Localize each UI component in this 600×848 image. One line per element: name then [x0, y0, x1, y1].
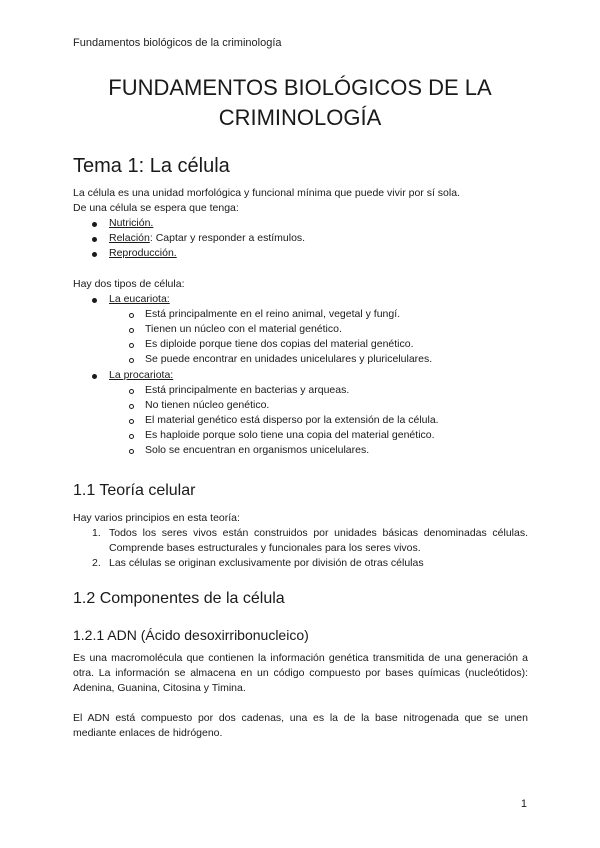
bullet-dot: [92, 374, 97, 379]
page-number: 1: [520, 798, 527, 810]
procariota-item: Solo se encuentran en organismos unicelulares.: [145, 444, 370, 456]
eucariota-item: Se puede encontrar en unidades unicelulares y pluricelulares.: [145, 353, 433, 365]
bullet-circle: [129, 404, 134, 409]
adn-paragraph-2: El ADN está compuesto por dos cadenas, una es la de la base nitrogenada que se unen mediante enlaces de hidrógeno.: [73, 712, 528, 739]
types-intro: Hay dos tipos de célula:: [73, 278, 185, 290]
eucariota-item: Tienen un núcleo con el material genético.: [145, 323, 342, 335]
eucariota-item: Es diploide porque tiene dos copias del material genético.: [145, 338, 414, 350]
eucariota-item: Está principalmente en el reino animal, vegetal y fungí.: [145, 308, 401, 320]
componentes-heading: 1.2 Componentes de la célula: [73, 590, 285, 607]
principle-text: Todos los seres vivos están construidos por unidades básicas denominadas células. Comprende bases estructurales y funcionales para los seres vivos.: [109, 527, 528, 554]
need-label: Nutrición.: [109, 217, 154, 229]
bullet-circle: [129, 328, 134, 333]
adn-heading: 1.2.1 ADN (Ácido desoxirribonucleico): [73, 627, 309, 643]
need-item: [109, 231, 305, 246]
bullet-circle: [129, 434, 134, 439]
need-item: [109, 216, 153, 231]
running-header: Fundamentos biológicos de la criminología: [73, 37, 282, 49]
need-item: [109, 246, 177, 261]
teoria-heading: 1.1 Teoría celular: [73, 482, 196, 499]
bullet-circle: [129, 389, 134, 394]
document-title-line2: CRIMINOLOGÍA: [218, 105, 382, 130]
principle-text: Las células se originan exclusivamente por división de otras células: [109, 557, 424, 569]
document-title-line1: FUNDAMENTOS BIOLÓGICOS DE LA: [108, 75, 492, 100]
bullet-circle: [129, 313, 134, 318]
need-rest: : Captar y responder a estímulos.: [149, 232, 306, 244]
procariota-item: Es haploide porque solo tiene una copia del material genético.: [145, 429, 435, 441]
principle-number: 2.: [92, 557, 101, 569]
bullet-circle: [129, 358, 134, 363]
eucariota-label: La eucariota:: [109, 293, 170, 305]
bullet-dot: [92, 222, 97, 227]
need-label: Reproducción.: [109, 247, 177, 259]
procariota-label: La procariota:: [109, 369, 174, 381]
bullet-dot: [92, 252, 97, 257]
bullet-circle: [129, 343, 134, 348]
teoria-intro: Hay varios principios en esta teoría:: [73, 512, 240, 524]
bullet-circle: [129, 449, 134, 454]
bullet-circle: [129, 419, 134, 424]
procariota-item: El material genético está disperso por la extensión de la célula.: [145, 414, 439, 426]
procariota-item: No tienen núcleo genético.: [145, 399, 270, 411]
adn-paragraph-1: Es una macromolécula que contienen la información genética transmitida de una generación a otra. La información se almacena en un código compuesto por bases químicas (nucleótidos): Adenina, Guanina, Citosina y Timina.: [73, 652, 528, 694]
need-label: Relación: [109, 232, 150, 244]
tema1-intro1: La célula es una unidad morfológica y funcional mínima que puede vivir por sí sola.: [73, 187, 460, 199]
bullet-dot: [92, 298, 97, 303]
principle-number: 1.: [92, 527, 101, 539]
tema1-intro2: De una célula se espera que tenga:: [73, 202, 239, 214]
document-title: [60, 73, 540, 133]
procariota-item: Está principalmente en bacterias y arqueas.: [145, 384, 350, 396]
bullet-dot: [92, 237, 97, 242]
tema1-heading: Tema 1: La célula: [73, 155, 230, 177]
